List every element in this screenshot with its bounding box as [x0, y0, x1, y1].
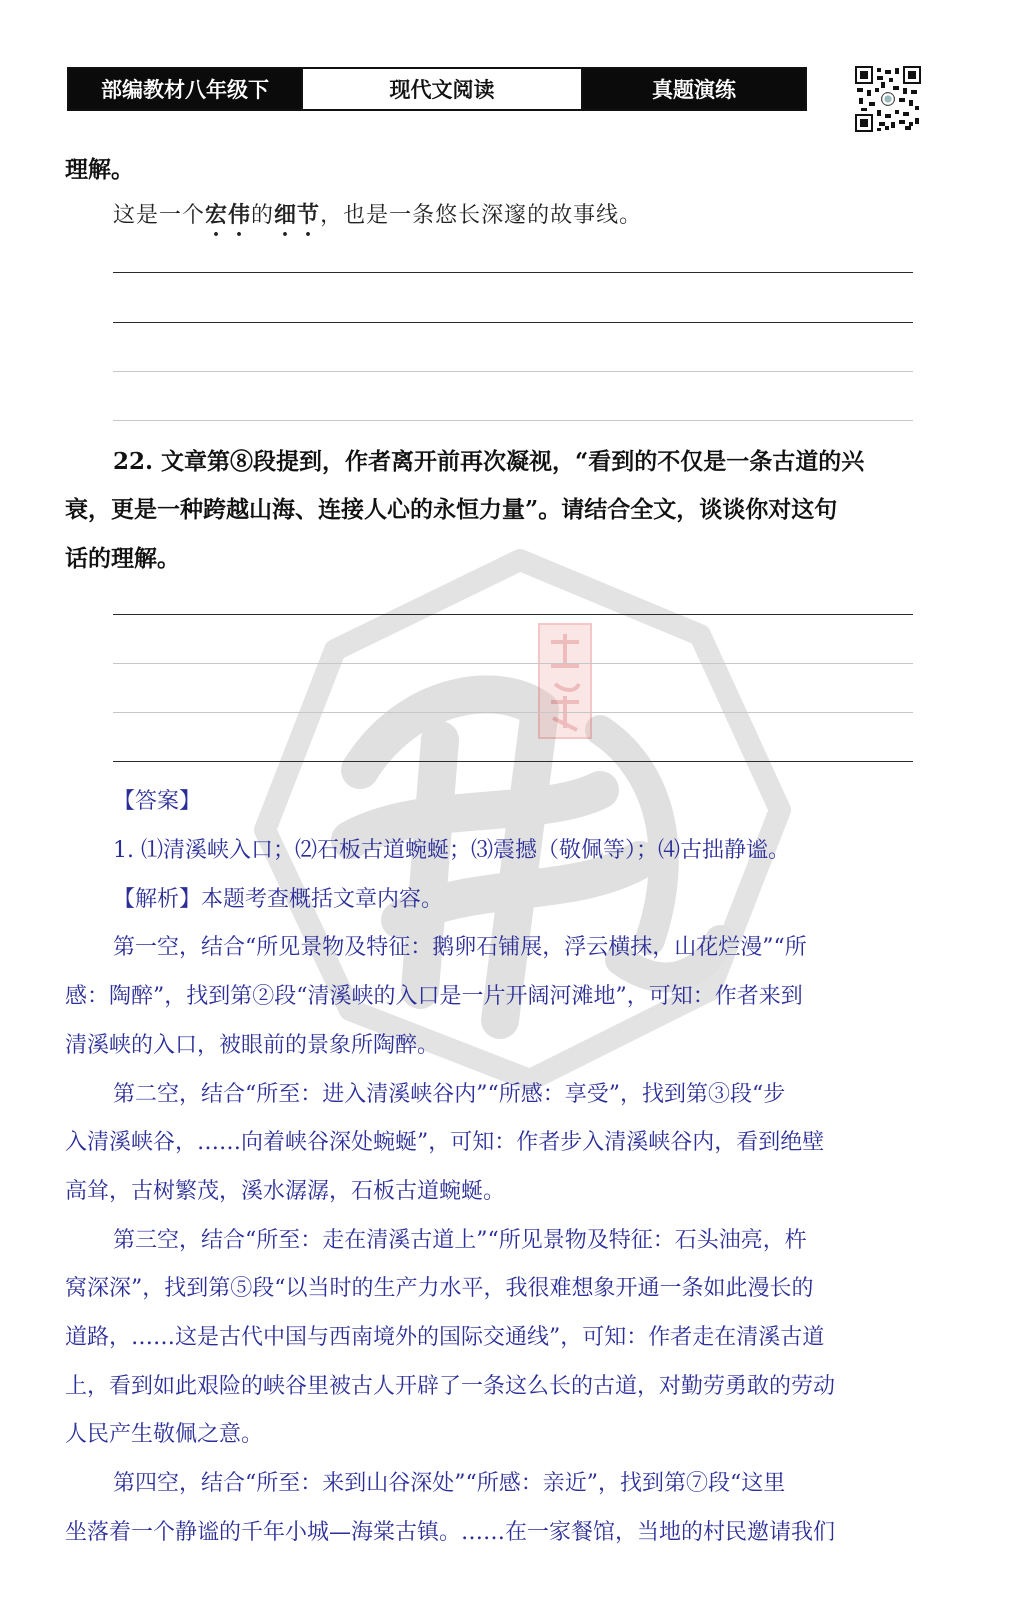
- analysis-line: [113, 882, 443, 913]
- answer-line[interactable]: [113, 371, 913, 372]
- analysis-paragraph-line: 第二空，结合“所至：进入清溪峡谷内”“所感：享受”，找到第③段“步: [113, 1082, 786, 1107]
- analysis-label: 【解析】: [113, 887, 202, 912]
- analysis-paragraph-line: 人民产生敬佩之意。: [65, 1422, 264, 1447]
- watermark-seal: [537, 622, 593, 740]
- q21-sentence-start: 这是一个: [113, 203, 206, 228]
- analysis-paragraph-line: 高耸，古树繁茂，溪水潺潺，石板古道蜿蜒。: [65, 1179, 506, 1204]
- answer-line[interactable]: [113, 663, 913, 664]
- qr-code-icon: [855, 66, 921, 132]
- analysis-paragraph-line: 窝深深”，找到第⑤段“以当时的生产力水平，我很难想象开通一条如此漫长的: [65, 1276, 814, 1301]
- header-bar: [67, 67, 807, 111]
- analysis-intro: 本题考查概括文章内容。: [201, 887, 444, 912]
- q21-sentence: [113, 198, 642, 241]
- answer-line[interactable]: [113, 761, 913, 762]
- analysis-paragraph-line: 清溪峡的入口，被眼前的景象所陶醉。: [65, 1033, 440, 1058]
- header-section: 现代文阅读: [301, 69, 583, 109]
- answer-line[interactable]: [113, 712, 913, 713]
- q21-tail: 理解。: [65, 156, 134, 183]
- q21-sentence-mid: 的: [251, 203, 275, 228]
- q22-line-1: 22. 文章第⑧段提到，作者离开前再次凝视，“看到的不仅是一条古道的兴: [113, 448, 865, 475]
- analysis-paragraph-line: 入清溪峡谷，……向着峡谷深处蜿蜒”，可知：作者步入清溪峡谷内，看到绝壁: [65, 1130, 825, 1155]
- q21-emphasis-2: 细节: [274, 202, 321, 228]
- analysis-paragraph-line: 坐落着一个静谧的千年小城—海棠古镇。……在一家餐馆，当地的村民邀请我们: [65, 1520, 836, 1545]
- analysis-paragraph-line: 第三空，结合“所至：走在清溪古道上”“所见景物及特征：石头油亮，杵: [113, 1228, 807, 1253]
- watermark-emblem: [240, 540, 800, 1100]
- analysis-paragraph-line: 上，看到如此艰险的峡谷里被古人开辟了一条这么长的古道，对勤劳勇敢的劳动: [65, 1374, 836, 1399]
- answer-line[interactable]: [113, 272, 913, 273]
- answer-label: 【答案】: [113, 789, 202, 814]
- header-grade: 部编教材八年级下: [69, 69, 301, 109]
- q22-line-2: 衰，更是一种跨越山海、连接人心的永恒力量”。请结合全文，谈谈你对这句: [65, 496, 838, 523]
- answer-line[interactable]: [113, 614, 913, 615]
- q21-emphasis-1: 宏伟: [205, 202, 252, 228]
- analysis-paragraph-line: 第一空，结合“所见景物及特征：鹅卵石铺展，浮云横抹，山花烂漫”“所: [113, 935, 807, 960]
- analysis-paragraph-line: 感：陶醉”，找到第②段“清溪峡的入口是一片开阔河滩地”，可知：作者来到: [65, 984, 803, 1009]
- analysis-paragraph-line: 道路，……这是古代中国与西南境外的国际交通线”，可知：作者走在清溪古道: [65, 1325, 825, 1350]
- header-practice: 真题演练: [583, 69, 805, 109]
- analysis-paragraph-line: 第四空，结合“所至：来到山谷深处”“所感：亲近”，找到第⑦段“这里: [113, 1471, 786, 1496]
- answer-line[interactable]: [113, 322, 913, 323]
- answer-line[interactable]: [113, 420, 913, 421]
- answer-line-1: 1. ⑴清溪峡入口；⑵石板古道蜿蜒；⑶震撼（敬佩等）；⑷古拙静谧。: [113, 838, 790, 863]
- q22-line-3: 话的理解。: [65, 545, 180, 572]
- q21-sentence-end: ，也是一条悠长深邃的故事线。: [320, 203, 643, 228]
